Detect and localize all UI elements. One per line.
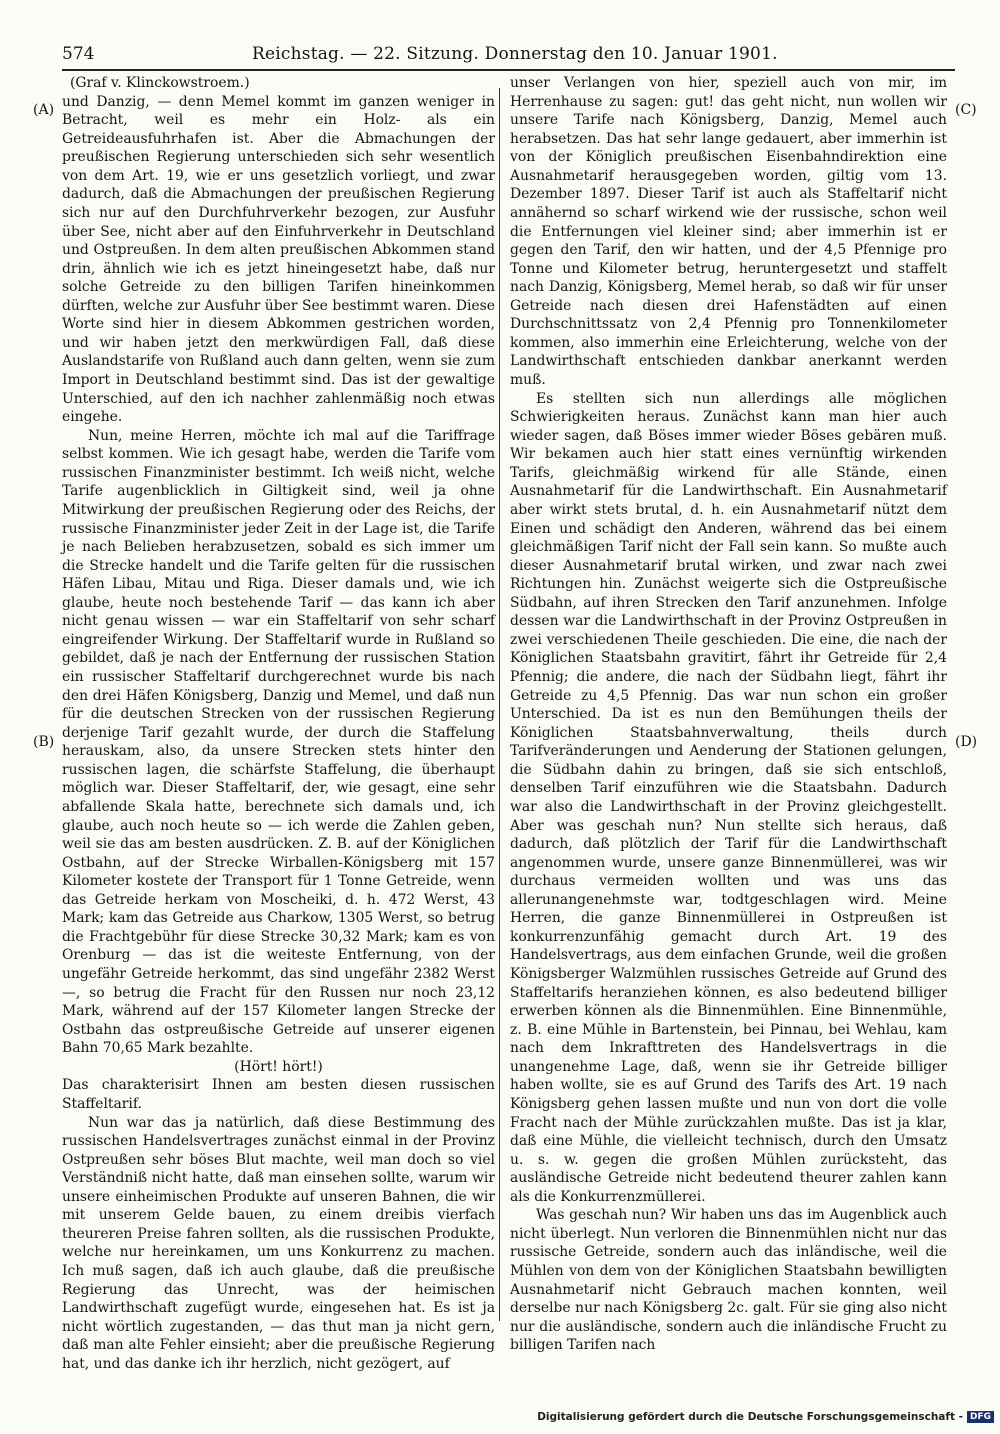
left-paragraph-4: Nun war das ja natürlich, daß diese Bestimmung des russischen Handelsvertrages zunächst einmal in der Provinz Ostpreußen sehr böses Blut machte, weil man doch so viel Verständniß nicht hatte, daß man einsehen sollte, warum wir unsere einheimischen Produkte auf unseren Bahnen, die wir mit unserem Gelde bauen, zu einem dreibis vierfach theureren Preise fahren sollten, als die russischen Produkte, welche nur hereinkamen, um uns Konkurrenz zu machen. Ich muß sagen, daß ich auch glaube, daß die preußische Regierung das Unrecht, was der heimischen Landwirthschaft zugefügt wurde, eingesehen hat. Es ist ja nicht wörtlich zugestanden, — das thut man ja nicht gern, daß man alte Fehler einsieht; aber die preußische Regierung hat, und das danke ich ihr herzlich, nicht gezögert, auf [62,1114,495,1372]
right-paragraph-2: Es stellten sich nun allerdings alle möglichen Schwierigkeiten heraus. Zunächst kann man hier auch wieder sagen, daß Böses immer wieder Böses gebären muß. Wir bekamen auch hier statt eines vernünftig wirkenden Tarifs, gleichmäßig wirkend für alle Stände, einen Ausnahmetarif für die Landwirthschaft. Ein Ausnahmetarif aber wirkt stets brutal, d. h. ein Ausnahmetarif nützt dem Einen und schädigt den Anderen, während das bei einem gleichmäßigen Tarif nicht der Fall sein kann. So mußte auch dieser Ausnahmetarif brutal wirken, und zwar nach zwei Richtungen hin. Zunächst weigerte sich die Ostpreußische Südbahn, auf ihren Strecken den Tarif anzunehmen. Infolge dessen war die Landwirthschaft in der Provinz Ostpreußen in zwei verschiedenen Theile geschieden. Die eine, die nach der Königlichen Staatsbahn gravitirt, fährt ihr Getreide für 2,4 Pfennig; die andere, die nach der Südbahn liegt, fährt ihr Getreide zu 4,5 Pfennig. Das war nun schon ein großer Unterschied. Da ist es nun den Bemühungen theils der Königlichen Staatsbahnverwaltung, theils durch Tarifveränderungen und Aenderung der Stationen gelungen, die Südbahn dahin zu bringen, daß sie sich entschloß, denselben Tarif einzuführen wie die Staatsbahn. Dadurch war also die Landwirthschaft in der Provinz gleichgestellt. Aber was geschah nun? Nun stellte sich heraus, daß dadurch, daß plötzlich der Tarif für die Landwirthschaft angenommen wurde, unsere ganze Binnenmüllerei, was wir durchaus vermeiden wollten und was uns das allerunangenehmste war, todtgeschlagen wird. Meine Herren, die ganze Binnenmüllerei in Ostpreußen ist konkurrenzunfähig gemacht durch Art. 19 des Handelsvertrags, aus dem einfachen Grunde, weil die großen Königsberger Walzmühlen russisches Getreide auf Grund des Staffeltarifs heranziehen können, es also bedeutend billiger erwerben können als die Binnenmühlen. Eine Binnenmühle, z. B. eine Mühle in Bartenstein, bei Pinnau, bei Wehlau, kam nach dem Inkrafttreten des Handelsvertrags in die unangenehme Lage, daß, wenn sie ihr Getreide billiger haben wollte, sie es auf Grund des Tarifs des Art. 19 nach Königsberg gehen lassen mußte und nun von dort die volle Fracht nach der Mühle zurückzahlen mußte. Das ist ja klar, daß eine Mühle, die vielleicht technisch, durch den Umsatz u. s. w. gegen die großen Mühlen zurücksteht, das ausländische Getreide nicht bedeutend theurer zahlen kann als die Konkurrenzmüllerei. [510,390,947,1205]
running-title: Reichstag. — 22. Sitzung. Donnerstag den 10. Januar 1901. [252,44,778,64]
left-paragraph-3: Das charakterisirt Ihnen am besten diesen russischen Staffeltarif. [62,1077,495,1112]
left-paragraph-1: und Danzig, — denn Memel kommt im ganzen weniger in Betracht, weil es mehr ein Holz- als ein Getreideausfuhrhafen ist. Aber die Abmachungen der preußischen Regierung unterschieden sich sehr wesentlich von dem Art. 19, wie er uns gesetzlich vorliegt, und zwar dadurch, daß die Abmachungen der preußischen Regierung sich nur auf den Durchfuhrverkehr bezogen, zur Ausfuhr über See, nicht aber auf den Einfuhrverkehr in Deutschland und Ostpreußen. In dem alten preußischen Abkommen stand drin, ähnlich wie ich es jetzt hineingesetzt habe, daß nur solche Getreide zu den billigen Tarifen hineinkommen dürften, welche zur Ausfuhr über See bestimmt waren. Diese Worte sind hier in diesem Abkommen gestrichen worden, und wir haben jetzt den merkwürdigen Fall, daß diese Auslandstarife von Rußland auch dann gelten, wenn sie zum Import in Deutschland bestimmt sind. Das ist der gewaltige Unterschied, auf den ich nachher zahlenmäßig noch etwas eingehe. [62,93,495,426]
speaker-label: (Graf v. Klinckowstroem.) [70,75,250,91]
margin-letter-a: (A) [33,102,55,118]
column-divider [499,88,500,1321]
margin-letter-c: (C) [955,102,977,118]
header-rule [62,69,955,71]
left-column [62,74,495,1373]
right-paragraph-1: unser Verlangen von hier, speziell auch von mir, im Herrenhause zu sagen: gut! das geht nicht, nun wollen wir unsere Tarife nach Königsberg, Danzig, Memel auch herabsetzen. Das hat sehr lange gedauert, aber immerhin ist von der Königlich preußischen Eisenbahndirektion eine Ausnahmetarif herausgegeben worden, giltig vom 13. Dezember 1897. Dieser Tarif ist auch als Staffeltarif nicht annähernd so scharf wirkend wie der russische, schon weil die Entfernungen viel kleiner sind; aber immerhin ist er gegen den Tarif, den wir hatten, und der 4,5 Pfennige pro Tonne und Kilometer betrug, heruntergesetzt und staffelt nach Danzig, Königsberg, Memel herab, so daß wir für unser Getreide nach diesen drei Hafenstädten auf einen Durchschnittssatz von 2,4 Pfennig pro Tonnenkilometer kommen, also immerhin eine Erleichterung, welche von der Landwirthschaft entschieden dankbar anerkannt werden muß. [510,75,947,388]
dfg-logo: DFG [967,1411,994,1423]
footer-text: Digitalisierung gefördert durch die Deutsche Forschungsgemeinschaft - [537,1411,963,1423]
right-paragraph-3: Was geschah nun? Wir haben uns das im Augenblick auch nicht überlegt. Nun verloren die Binnenmühlen nicht nur das russische Getreide, sondern auch das inländische, weil die Mühlen von dem von der Königlichen Staatsbahn bewilligten Ausnahmetarif nicht Gebrauch machen konnten, weil derselbe nur nach Königsberg 2c. galt. Für sie ging also nicht nur die ausländische, sondern auch die inländische Frucht zu billigen Tarifen nach [510,1207,947,1354]
page-header [62,40,958,70]
right-column [510,74,947,1355]
margin-letter-d: (D) [955,734,978,750]
left-paragraph-2: Nun, meine Herren, möchte ich mal auf die Tariffrage selbst kommen. Wie ich gesagt habe, werden die Tarife vom russischen Finanzminister bestimmt. Ich weiß nicht, welche Tarife augenblicklich in Giltigkeit sind, weil ja ohne Mitwirkung der preußischen Regierung oder des Reichs, der russische Finanzminister jeder Zeit in der Lage ist, die Tarife je nach Belieben herabzusetzen, sobald es sich immer um die Strecke handelt und die Tarife gelten für die russischen Häfen Libau, Mitau und Riga. Dieser damals und, wie ich glaube, heute noch bestehende Tarif — das kann ich aber nicht genau wissen — war ein Staffeltarif von sehr scharf eingreifender Wirkung. Der Staffeltarif wurde in Rußland so gebildet, daß je nach der Entfernung der russischen Station ein russischer Staffeltarif durchgerechnet wurde bis nach den drei Häfen Königsberg, Danzig und Memel, und daß nun für die deutschen Strecken von der russischen Regierung derjenige Tarif gezahlt wurde, der durch die Staffelung herauskam, also, da unsere Strecken stets hinter den russischen lagen, die schärfste Staffelung, die überhaupt möglich war. Dieser Staffeltarif, der, wie gesagt, eine sehr abfallende Skala hatte, berechnete sich damals und, ich glaube, auch noch heute so — ich werde die Zahlen geben, weil sie das am besten ausdrücken. Z. B. auf der Königlichen Ostbahn, auf der Strecke Wirballen-Königsberg mit 157 Kilometer kostete der Transport für 1 Tonne Getreide, wenn das Getreide herkam von Moscheiki, d. h. 472 Werst, 43 Mark; kam das Getreide aus Charkow, 1305 Werst, so betrug die Frachtgebühr für diese Strecke 30,32 Mark; kam es von Orenburg — das ist die weiteste Entfernung, von der ungefähr Getreide herkommt, das sind ungefähr 2382 Werst —, so betrug die Fracht für den Russen nur noch 23,12 Mark, während auf der 157 Kilometer langen Strecke der Ostbahn das ostpreußische Getreide auf unserer eigenen Bahn 70,65 Mark bezahlte. [62,427,495,1057]
footer [537,1411,994,1423]
margin-letter-b: (B) [33,734,55,750]
page-number: 574 [62,44,95,64]
interjection: (Hört! hört!) [234,1058,323,1075]
